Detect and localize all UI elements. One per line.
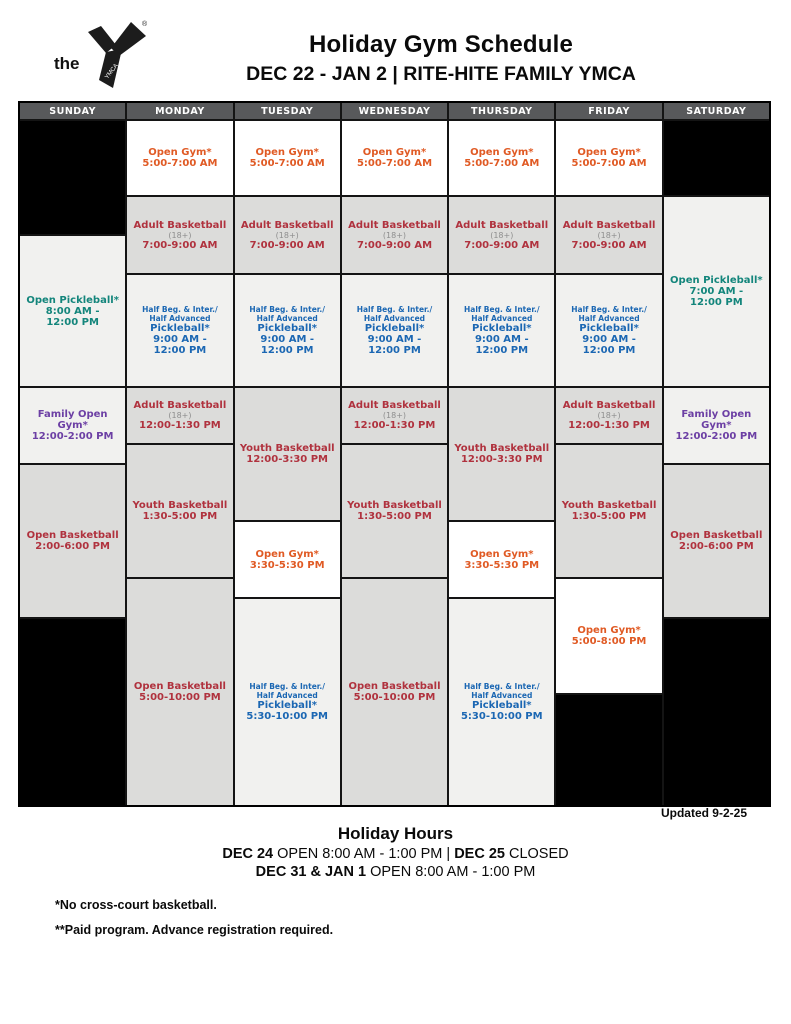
event-adult-basketball bbox=[556, 388, 661, 443]
event-open-gym bbox=[449, 522, 554, 597]
event-line-time: 5:00-7:00 AM bbox=[571, 158, 647, 169]
event-adult-basketball bbox=[235, 197, 340, 273]
closed-block bbox=[664, 619, 769, 805]
event-line-name: Gym* bbox=[57, 420, 88, 431]
event-line-time: 12:00-3:30 PM bbox=[460, 454, 543, 465]
event-line-small: Half Beg. & Inter./ bbox=[249, 304, 325, 314]
event-line-time: 12:00 PM bbox=[46, 316, 99, 328]
event-line-time: 7:00-9:00 AM bbox=[356, 239, 433, 251]
event-line-name: Open Gym* bbox=[577, 147, 641, 158]
event-line-time: 5:30-10:00 PM bbox=[460, 711, 543, 723]
holiday-hours-line-1 bbox=[0, 846, 791, 862]
closed-block bbox=[556, 695, 661, 805]
event-line-name: Adult Basketball bbox=[240, 219, 334, 231]
event-line-name: Youth Basketball bbox=[561, 500, 657, 511]
event-line-time: 7:00-9:00 AM bbox=[249, 239, 325, 251]
event-line-small: Half Advanced bbox=[256, 691, 318, 700]
event-pickleball bbox=[342, 275, 447, 386]
event-line-time: 3:30-5:30 PM bbox=[464, 559, 540, 571]
event-line-small: Half Advanced bbox=[256, 314, 318, 323]
holiday-hours-title: Holiday Hours bbox=[337, 824, 454, 843]
day-header-wednesday: WEDNESDAY bbox=[342, 103, 447, 119]
holiday-hours-block bbox=[0, 824, 791, 880]
event-line-time: 9:00 AM - bbox=[153, 334, 207, 346]
event-line-name: Open Pickleball* bbox=[26, 294, 119, 306]
event-pickleball bbox=[235, 275, 340, 386]
event-adult-basketball bbox=[556, 197, 661, 273]
event-line-name: Adult Basketball bbox=[133, 219, 227, 231]
event-line-name: Open Basketball bbox=[670, 530, 763, 541]
event-line-small: Half Beg. & Inter./ bbox=[571, 304, 647, 314]
event-line-name: Adult Basketball bbox=[455, 219, 549, 231]
event-line-sub: (18+) bbox=[168, 230, 192, 240]
event-line-time: 9:00 AM - bbox=[367, 334, 422, 346]
event-line-name: Open Gym* bbox=[362, 147, 427, 158]
holiday-hours-date: DEC 31 & JAN 1 bbox=[255, 864, 367, 880]
event-line-name: Open Basketball bbox=[133, 681, 226, 692]
event-line-time: 9:00 AM - bbox=[474, 334, 529, 346]
page-title: Holiday Gym Schedule bbox=[308, 31, 574, 58]
event-line-time: 2:00-6:00 PM bbox=[35, 541, 110, 552]
event-line-name: Open Basketball bbox=[348, 681, 441, 692]
event-line-name: Family Open bbox=[681, 409, 752, 420]
event-line-small: Half Advanced bbox=[471, 314, 533, 323]
event-line-time: 1:30-5:00 PM bbox=[357, 511, 432, 522]
event-line-time: 5:00-10:00 PM bbox=[353, 692, 436, 703]
event-line-time: 9:00 AM - bbox=[260, 334, 315, 346]
day-header-thursday: THURSDAY bbox=[449, 103, 554, 119]
event-line-name: Adult Basketball bbox=[348, 219, 441, 231]
event-adult-basketball bbox=[127, 197, 232, 273]
event-open-basketball bbox=[20, 465, 125, 617]
event-line-name: Pickleball* bbox=[579, 323, 639, 335]
event-youth-basketball bbox=[342, 445, 447, 577]
event-line-sub: (18+) bbox=[275, 230, 299, 240]
event-open-basketball bbox=[664, 465, 769, 617]
event-line-name: Adult Basketball bbox=[133, 400, 227, 411]
event-line-time: 3:30-5:30 PM bbox=[249, 559, 325, 571]
event-line-time: 12:00-1:30 PM bbox=[568, 420, 650, 431]
event-line-name: Adult Basketball bbox=[348, 400, 441, 411]
footnote-no-cross-court: *No cross-court basketball. bbox=[55, 898, 217, 912]
event-line-time: 8:00 AM - bbox=[45, 305, 100, 317]
event-line-time: 7:00 AM - bbox=[689, 286, 744, 297]
event-line-time: 12:00 PM bbox=[690, 297, 743, 308]
event-open-basketball bbox=[127, 579, 232, 805]
event-open-gym bbox=[449, 121, 554, 195]
event-line-small: Half Advanced bbox=[363, 314, 426, 323]
event-line-time: 12:00 PM bbox=[260, 345, 314, 357]
closed-block bbox=[20, 121, 125, 234]
event-pickleball bbox=[556, 275, 661, 386]
event-line-time: 12:00-3:30 PM bbox=[246, 454, 329, 465]
event-line-time: 1:30-5:00 PM bbox=[571, 511, 647, 522]
event-line-time: 5:30-10:00 PM bbox=[246, 711, 329, 723]
event-line-time: 5:00-8:00 PM bbox=[571, 636, 647, 647]
event-line-time: 5:00-7:00 AM bbox=[464, 158, 540, 169]
event-line-time: 5:00-7:00 AM bbox=[142, 158, 218, 169]
footnote-paid-program: **Paid program. Advance registration required. bbox=[55, 923, 334, 937]
day-header-tuesday: TUESDAY bbox=[235, 103, 340, 119]
event-adult-basketball bbox=[342, 197, 447, 273]
ymca-logo-the-text: the bbox=[54, 54, 80, 73]
event-line-small: Half Beg. & Inter./ bbox=[249, 681, 325, 691]
event-line-name: Open Gym* bbox=[577, 625, 641, 636]
event-line-time: 5:00-7:00 AM bbox=[249, 158, 325, 169]
day-header-sunday: SUNDAY bbox=[20, 103, 125, 119]
event-open-basketball bbox=[342, 579, 447, 805]
page-subtitle: DEC 22 - JAN 2 | RITE-HITE FAMILY YMCA bbox=[246, 63, 636, 85]
day-header-saturday: SATURDAY bbox=[664, 103, 769, 119]
event-line-time: 12:00 PM bbox=[153, 345, 207, 357]
event-youth-basketball bbox=[127, 445, 232, 577]
event-line-time: 12:00-1:30 PM bbox=[139, 420, 221, 431]
event-line-name: Open Gym* bbox=[148, 147, 212, 158]
event-line-name: Pickleball* bbox=[472, 323, 532, 335]
day-header-friday: FRIDAY bbox=[556, 103, 661, 119]
event-line-name: Youth Basketball bbox=[132, 500, 228, 511]
event-line-time: 7:00-9:00 AM bbox=[142, 239, 218, 251]
event-pickleball bbox=[449, 599, 554, 805]
event-line-name: Pickleball* bbox=[472, 700, 532, 712]
event-pickleball bbox=[127, 275, 232, 386]
event-line-name: Open Gym* bbox=[255, 548, 319, 560]
event-line-name: Youth Basketball bbox=[239, 443, 335, 454]
event-line-small: Half Beg. & Inter./ bbox=[463, 304, 540, 314]
event-line-time: 7:00-9:00 AM bbox=[464, 239, 540, 251]
updated-date: Updated 9-2-25 bbox=[660, 806, 747, 820]
event-line-name: Open Gym* bbox=[470, 548, 534, 560]
event-line-small: Half Advanced bbox=[578, 314, 640, 323]
event-line-time: 12:00-2:00 PM bbox=[31, 431, 114, 442]
event-open-gym bbox=[235, 121, 340, 195]
event-adult-basketball bbox=[342, 388, 447, 443]
event-family-open-gym bbox=[664, 388, 769, 463]
event-line-small: Half Beg. & Inter./ bbox=[463, 681, 540, 691]
event-line-time: 12:00 PM bbox=[368, 345, 421, 357]
event-line-sub: (18+) bbox=[597, 230, 621, 240]
event-youth-basketball bbox=[449, 388, 554, 520]
event-line-name: Youth Basketball bbox=[347, 500, 442, 511]
event-line-name: Open Gym* bbox=[470, 147, 534, 158]
event-adult-basketball bbox=[449, 197, 554, 273]
holiday-hours-text: CLOSED bbox=[504, 846, 569, 862]
event-family-open-gym bbox=[20, 388, 125, 463]
event-line-time: 12:00 PM bbox=[475, 345, 529, 357]
holiday-hours-text: OPEN 8:00 AM - 1:00 PM | bbox=[273, 846, 455, 862]
event-line-time: 12:00-2:00 PM bbox=[675, 431, 758, 442]
event-open-gym bbox=[127, 121, 232, 195]
event-line-name: Open Pickleball* bbox=[670, 275, 763, 286]
event-open-gym bbox=[556, 579, 661, 693]
day-header-monday: MONDAY bbox=[127, 103, 232, 119]
event-line-name: Open Basketball bbox=[26, 530, 119, 541]
holiday-hours-date: DEC 24 bbox=[222, 846, 274, 862]
event-line-time: 2:00-6:00 PM bbox=[679, 541, 754, 552]
holiday-hours-date: DEC 25 bbox=[454, 846, 505, 862]
event-line-name: Gym* bbox=[701, 420, 732, 431]
event-youth-basketball bbox=[235, 388, 340, 520]
holiday-hours-line-2 bbox=[0, 864, 791, 880]
event-line-time: 7:00-9:00 AM bbox=[571, 239, 647, 251]
event-line-name: Pickleball* bbox=[364, 323, 425, 335]
event-line-small: Half Beg. & Inter./ bbox=[356, 304, 433, 314]
event-line-name: Youth Basketball bbox=[454, 443, 550, 454]
event-line-time: 12:00-1:30 PM bbox=[353, 420, 436, 431]
event-open-pickleball bbox=[20, 236, 125, 386]
closed-block bbox=[664, 121, 769, 195]
registered-mark-icon: ® bbox=[142, 21, 148, 28]
event-line-time: 5:00-7:00 AM bbox=[356, 158, 433, 169]
event-line-name: Open Gym* bbox=[255, 147, 319, 158]
event-line-name: Family Open bbox=[37, 409, 108, 420]
closed-block bbox=[20, 619, 125, 805]
event-line-sub: (18+) bbox=[382, 230, 407, 240]
event-line-name: Pickleball* bbox=[257, 323, 317, 335]
event-line-name: Pickleball* bbox=[257, 700, 317, 712]
event-line-time: 1:30-5:00 PM bbox=[142, 511, 218, 522]
event-youth-basketball bbox=[556, 445, 661, 577]
event-open-gym bbox=[235, 522, 340, 597]
event-line-name: Adult Basketball bbox=[562, 219, 656, 231]
event-pickleball bbox=[449, 275, 554, 386]
event-line-sub: (18+) bbox=[382, 411, 407, 420]
event-line-small: Half Advanced bbox=[471, 691, 533, 700]
event-adult-basketball bbox=[127, 388, 232, 443]
event-line-time: 12:00 PM bbox=[582, 345, 636, 357]
event-line-time: 9:00 AM - bbox=[582, 334, 636, 346]
event-line-small: Half Advanced bbox=[149, 314, 211, 323]
event-pickleball bbox=[235, 599, 340, 805]
schedule-grid bbox=[18, 101, 771, 807]
holiday-hours-text: OPEN 8:00 AM - 1:00 PM bbox=[366, 864, 536, 880]
svg-text:YMCA: YMCA bbox=[104, 63, 120, 81]
event-line-name: Adult Basketball bbox=[562, 400, 656, 411]
event-line-sub: (18+) bbox=[490, 230, 514, 240]
event-line-sub: (18+) bbox=[168, 411, 192, 420]
event-line-name: Pickleball* bbox=[150, 323, 210, 335]
page-header bbox=[110, 31, 772, 86]
event-open-pickleball bbox=[664, 197, 769, 386]
event-open-gym bbox=[342, 121, 447, 195]
event-line-time: 5:00-10:00 PM bbox=[139, 692, 221, 703]
event-line-small: Half Beg. & Inter./ bbox=[142, 304, 218, 314]
event-line-sub: (18+) bbox=[597, 411, 621, 420]
event-open-gym bbox=[556, 121, 661, 195]
